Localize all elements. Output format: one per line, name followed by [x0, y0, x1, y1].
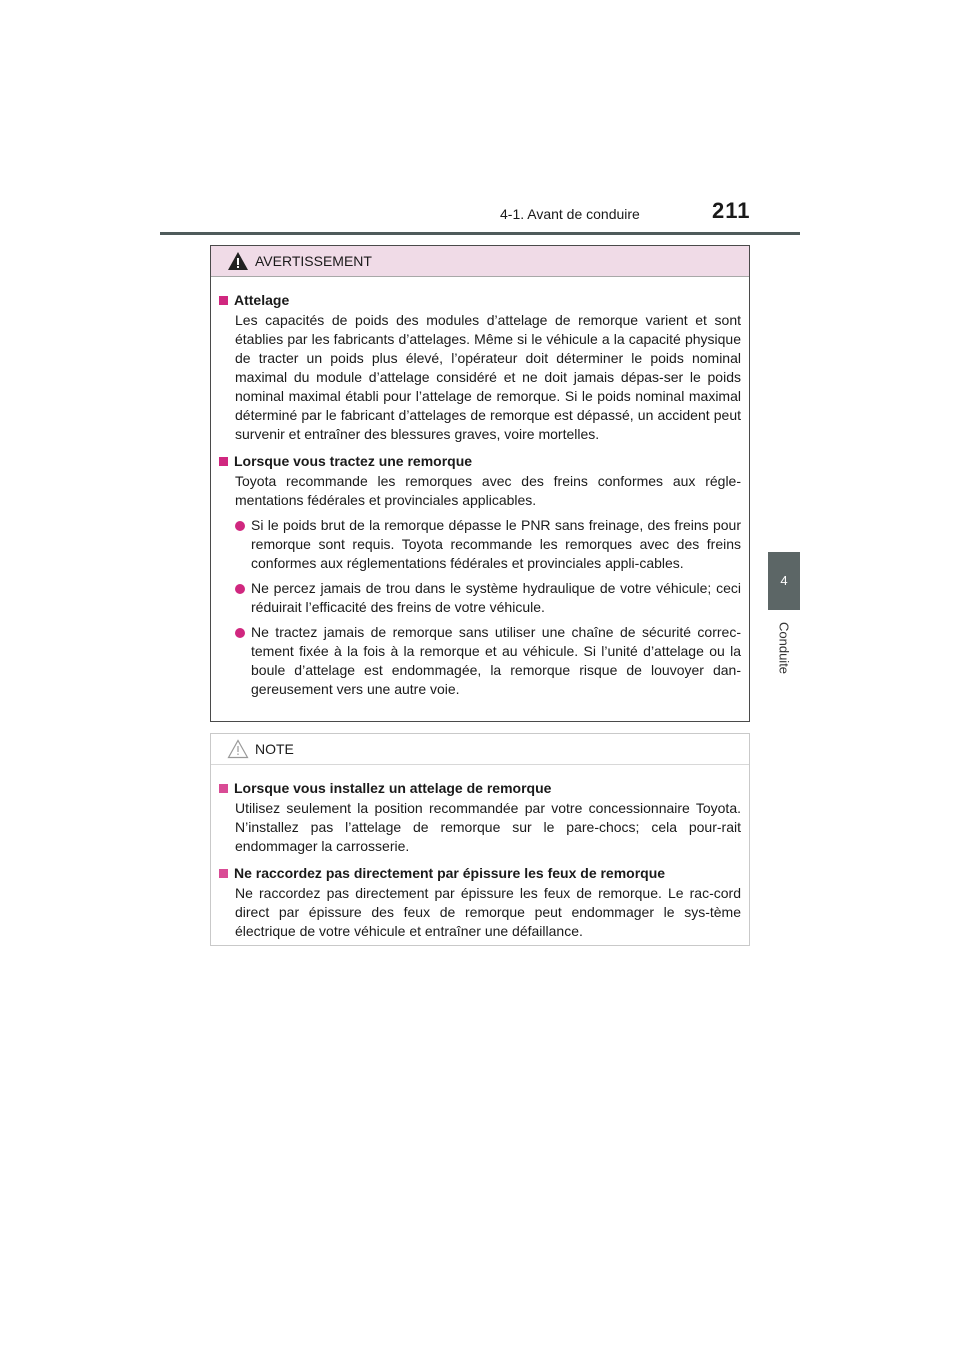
note-title: NOTE	[255, 741, 294, 757]
note-header	[211, 734, 749, 765]
warning-title: AVERTISSEMENT	[255, 253, 372, 269]
note-section-title: Lorsque vous installez un attelage de remorque	[217, 779, 741, 798]
section-title: 4-1. Avant de conduire	[500, 206, 640, 222]
note-box	[210, 733, 750, 946]
round-bullet-icon	[235, 521, 245, 531]
warning-section-text: Les capacités de poids des modules d’attelage de remorque varient et sont établies par les fabricants d’attelages. Même si le véhicule a la capacité physique de tracter un poids plus élevé, l’opérateur doit déterminer le poids nominal maximal du module d’attelage considéré et ne doit jamais dépas-ser le poids nominal maximal établi pour l’attelage de remorque. Si le poids nominal maximal déterminé par le fabricant d’attelages de remorque est dépassé, un accident peut survenir et entraîner des blessures graves, voire mortelles.	[235, 312, 741, 442]
warning-section-text: Toyota recommande les remorques avec des freins conformes aux régle-mentations fédérales et provinciales applicables.	[235, 473, 741, 508]
warning-box	[210, 245, 750, 722]
round-bullet-icon	[235, 584, 245, 594]
square-bullet-icon	[219, 296, 228, 305]
header-divider	[160, 232, 800, 235]
warning-header	[211, 246, 749, 277]
list-item: Ne percez jamais de trou dans le système hydraulique de votre véhicule; ceci réduirait l’efficacité des freins de votre véhicule.	[217, 579, 741, 617]
page-number: 211	[712, 198, 751, 223]
caution-triangle-icon	[227, 739, 249, 759]
square-bullet-icon	[219, 457, 228, 466]
chapter-tab[interactable]: 4	[768, 552, 800, 610]
round-bullet-icon	[235, 628, 245, 638]
square-bullet-icon	[219, 869, 228, 878]
note-section-text: Ne raccordez pas directement par épissure les feux de remorque. Le rac-cord direct par épissure des feux de remorque peut endommager le sys-tème électrique de votre véhicule et entraîner une défaillance.	[235, 885, 741, 939]
warning-body	[211, 277, 749, 699]
list-item: Ne tractez jamais de remorque sans utiliser une chaîne de sécurité correc-tement fixée à la fois à la remorque et au véhicule. Si l’unité d’attelage ou la boule d’attelage est endommagée, la remorque risque de louvoyer dan-gereusement vers une autre voie.	[217, 623, 741, 699]
note-body	[211, 765, 749, 941]
chapter-label: Conduite	[776, 622, 792, 675]
square-bullet-icon	[219, 784, 228, 793]
warning-section-title: Attelage	[217, 291, 741, 310]
note-section-title: Ne raccordez pas directement par épissure les feux de remorque	[217, 864, 741, 883]
list-item: Si le poids brut de la remorque dépasse le PNR sans freinage, des freins pour remorque sont requis. Toyota recommande les remorques avec des freins conformes aux réglementations fédérales et provinciales appli-cables.	[217, 516, 741, 573]
warning-triangle-icon	[227, 251, 249, 271]
note-section-text: Utilisez seulement la position recommandée par votre concessionnaire Toyota. N’installez pas l’attelage de remorque sur le pare-chocs; cela pour-rait endommager la carrosserie.	[235, 800, 741, 854]
warning-section-title: Lorsque vous tractez une remorque	[217, 452, 741, 471]
